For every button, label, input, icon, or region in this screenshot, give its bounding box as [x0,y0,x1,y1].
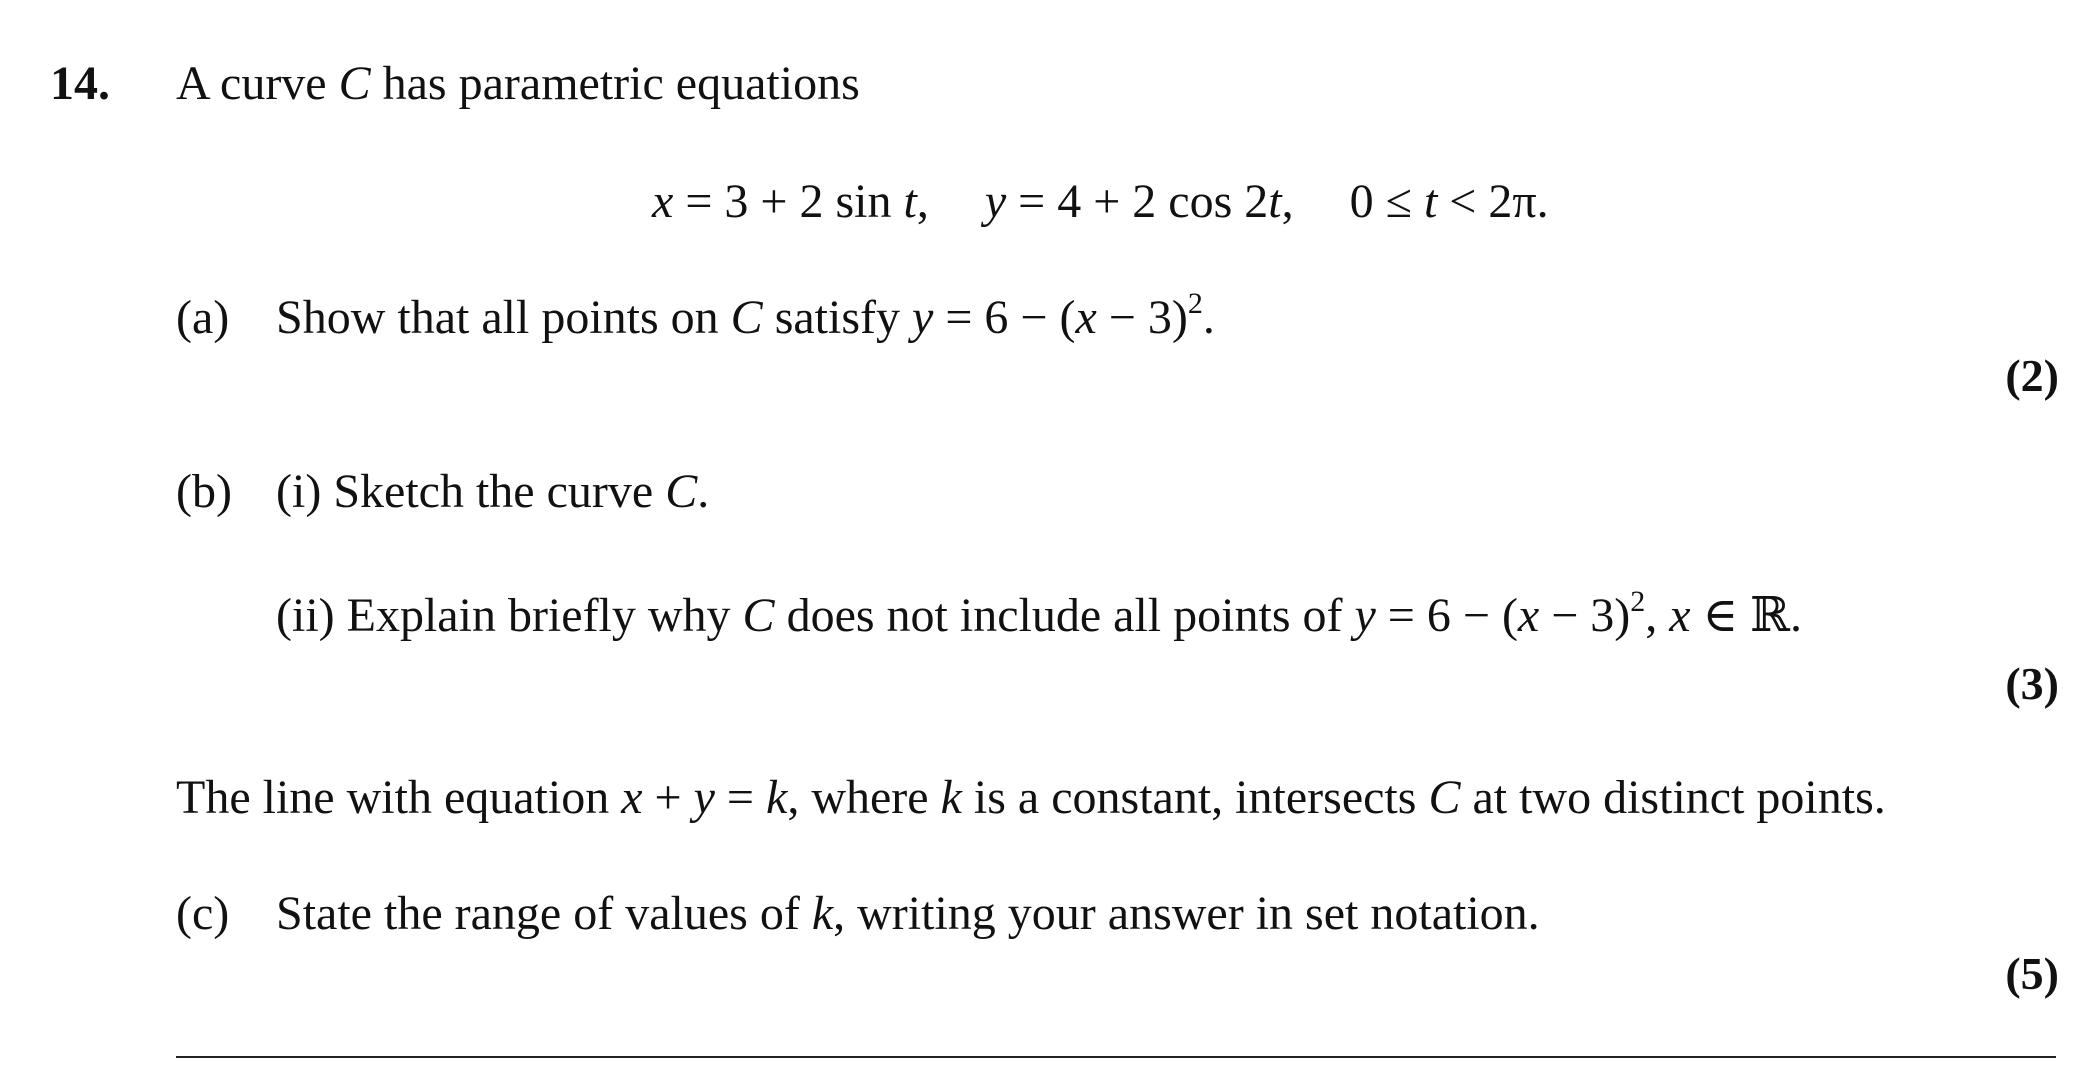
part-c-marks: (5) [2005,948,2059,999]
question-intro: A curve C has parametric equations [176,57,860,110]
line-statement: The line with equation x + y = k, where k is a constant, intersects C at two distinct points. [176,771,1886,824]
answer-rule [176,1056,2056,1058]
parametric-equations: x = 3 + 2 sin t, y = 4 + 2 cos 2t, 0 ≤ t < 2π. [652,175,1549,228]
part-b-label: (b) [176,465,232,518]
part-c-label: (c) [176,887,230,940]
part-b-marks: (3) [2005,658,2059,709]
part-a-label: (a) [176,291,230,344]
part-c: (c) State the range of values of k, writing your answer in set notation. [176,884,1540,944]
part-a: (a) Show that all points on C satisfy $y = 6 - (x - 3)^2$. [176,288,1215,348]
part-a-marks: (2) [2005,350,2059,401]
part-b-i: (b) (i) Sketch the curve C. [176,462,709,522]
part-b-ii: (ii) Explain briefly why C does not include all points of $y = 6 - (x - 3)^2$, x ∈ ℝ. [276,585,1803,642]
question-number: 14. [50,57,110,110]
